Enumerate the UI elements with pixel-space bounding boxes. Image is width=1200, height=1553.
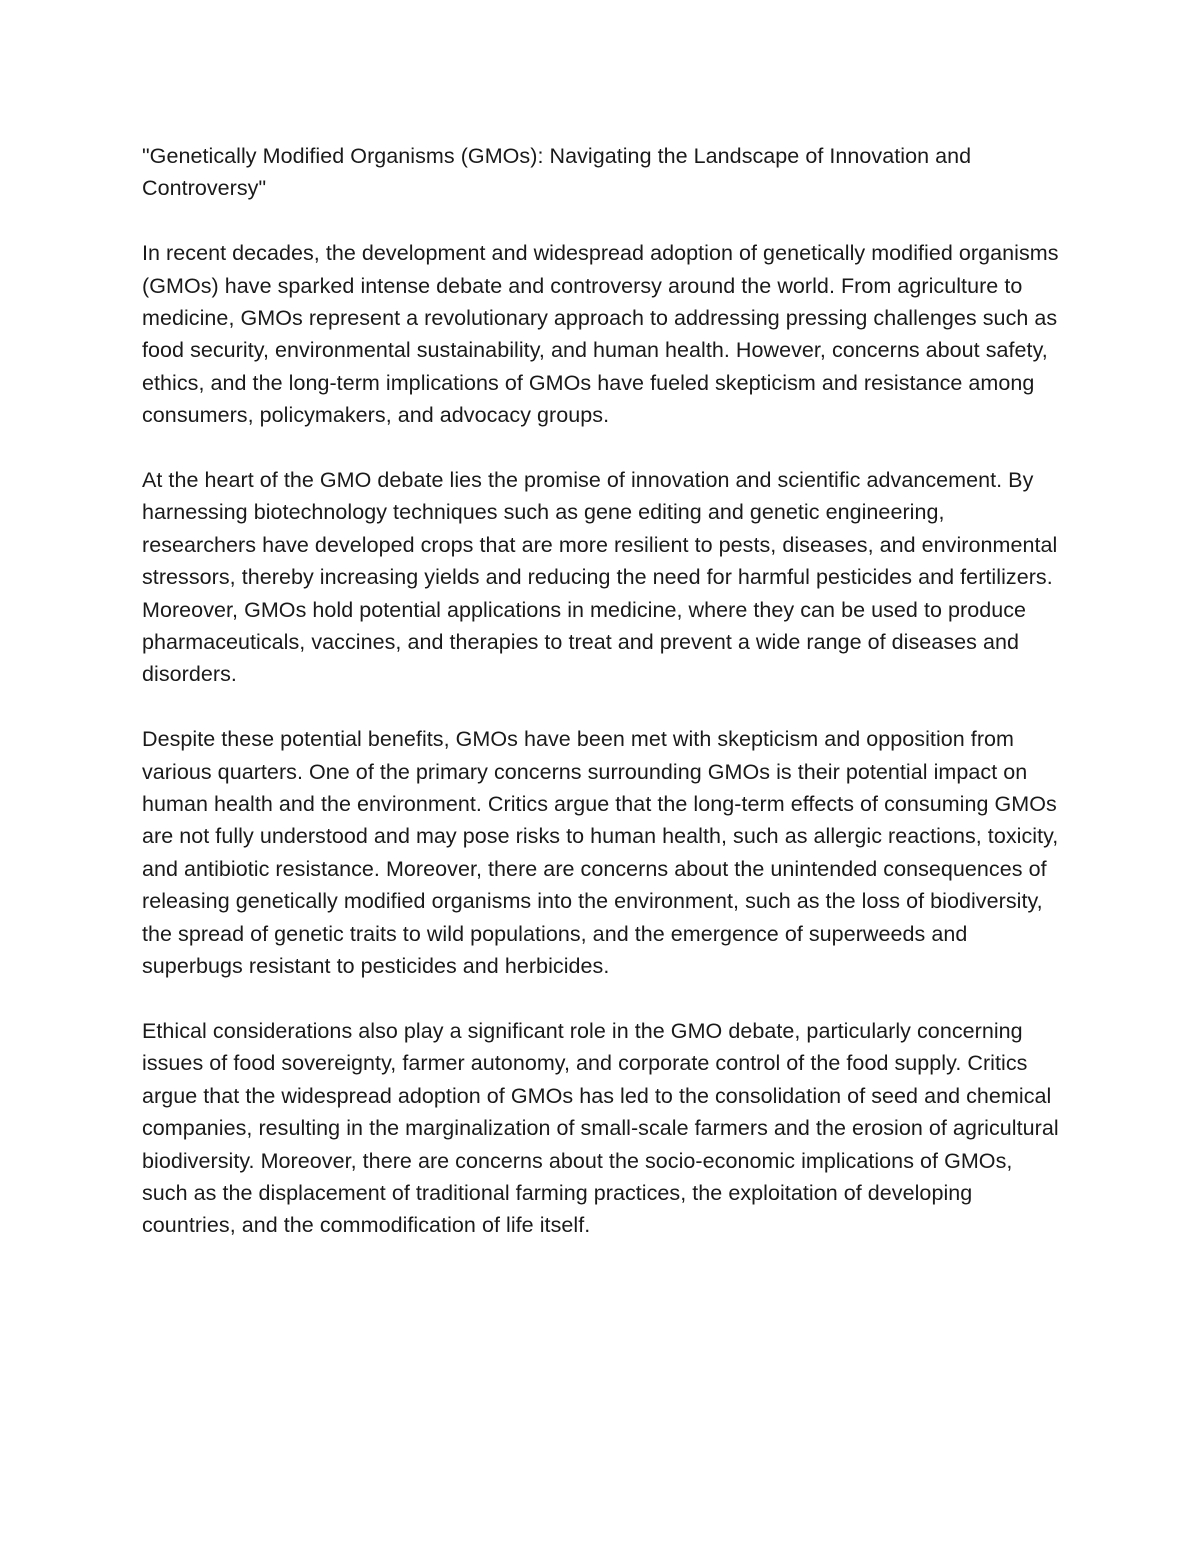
document-title: "Genetically Modified Organisms (GMOs): Navigating the Landscape of Innovation and Controversy" — [142, 144, 972, 201]
paragraph-1: In recent decades, the development and widespread adoption of genetically modified organisms (GMOs) have sparked intense debate and controversy around the world. From agriculture to medicine, GMOs represent a revolutionary approach to addressing pressing challenges such as food security, environmental sustainability, and human health. However, concerns about safety, ethics, and the long-term implications of GMOs have fueled skepticism and resistance among consumers, policymakers, and advocacy groups. — [142, 241, 1059, 428]
paragraph-3: Despite these potential benefits, GMOs have been met with skepticism and opposition from various quarters. One of the primary concerns surrounding GMOs is their potential impact on human health and the environment. Critics argue that the long-term effects of consuming GMOs are not fully understood and may pose risks to human health, such as allergic reactions, toxicity, and antibiotic resistance. Moreover, there are concerns about the unintended consequences of releasing genetically modified organisms into the environment, such as the loss of biodiversity, the spread of genetic traits to wild populations, and the emergence of superweeds and superbugs resistant to pesticides and herbicides. — [142, 727, 1059, 979]
document-body — [142, 140, 1062, 1274]
paragraph-2: At the heart of the GMO debate lies the promise of innovation and scientific advancement. By harnessing biotechnology techniques such as gene editing and genetic engineering, researchers have developed crops that are more resilient to pests, diseases, and environmental stressors, thereby increasing yields and reducing the need for harmful pesticides and fertilizers. Moreover, GMOs hold potential applications in medicine, where they can be used to produce pharmaceuticals, vaccines, and therapies to treat and prevent a wide range of diseases and disorders. — [142, 468, 1058, 687]
paragraph-4: Ethical considerations also play a significant role in the GMO debate, particularly concerning issues of food sovereignty, farmer autonomy, and corporate control of the food supply. Critics argue that the widespread adoption of GMOs has led to the consolidation of seed and chemical companies, resulting in the marginalization of small-scale farmers and the erosion of agricultural biodiversity. Moreover, there are concerns about the socio-economic implications of GMOs, such as the displacement of traditional farming practices, the exploitation of developing countries, and the commodification of life itself. — [142, 1018, 1059, 1238]
